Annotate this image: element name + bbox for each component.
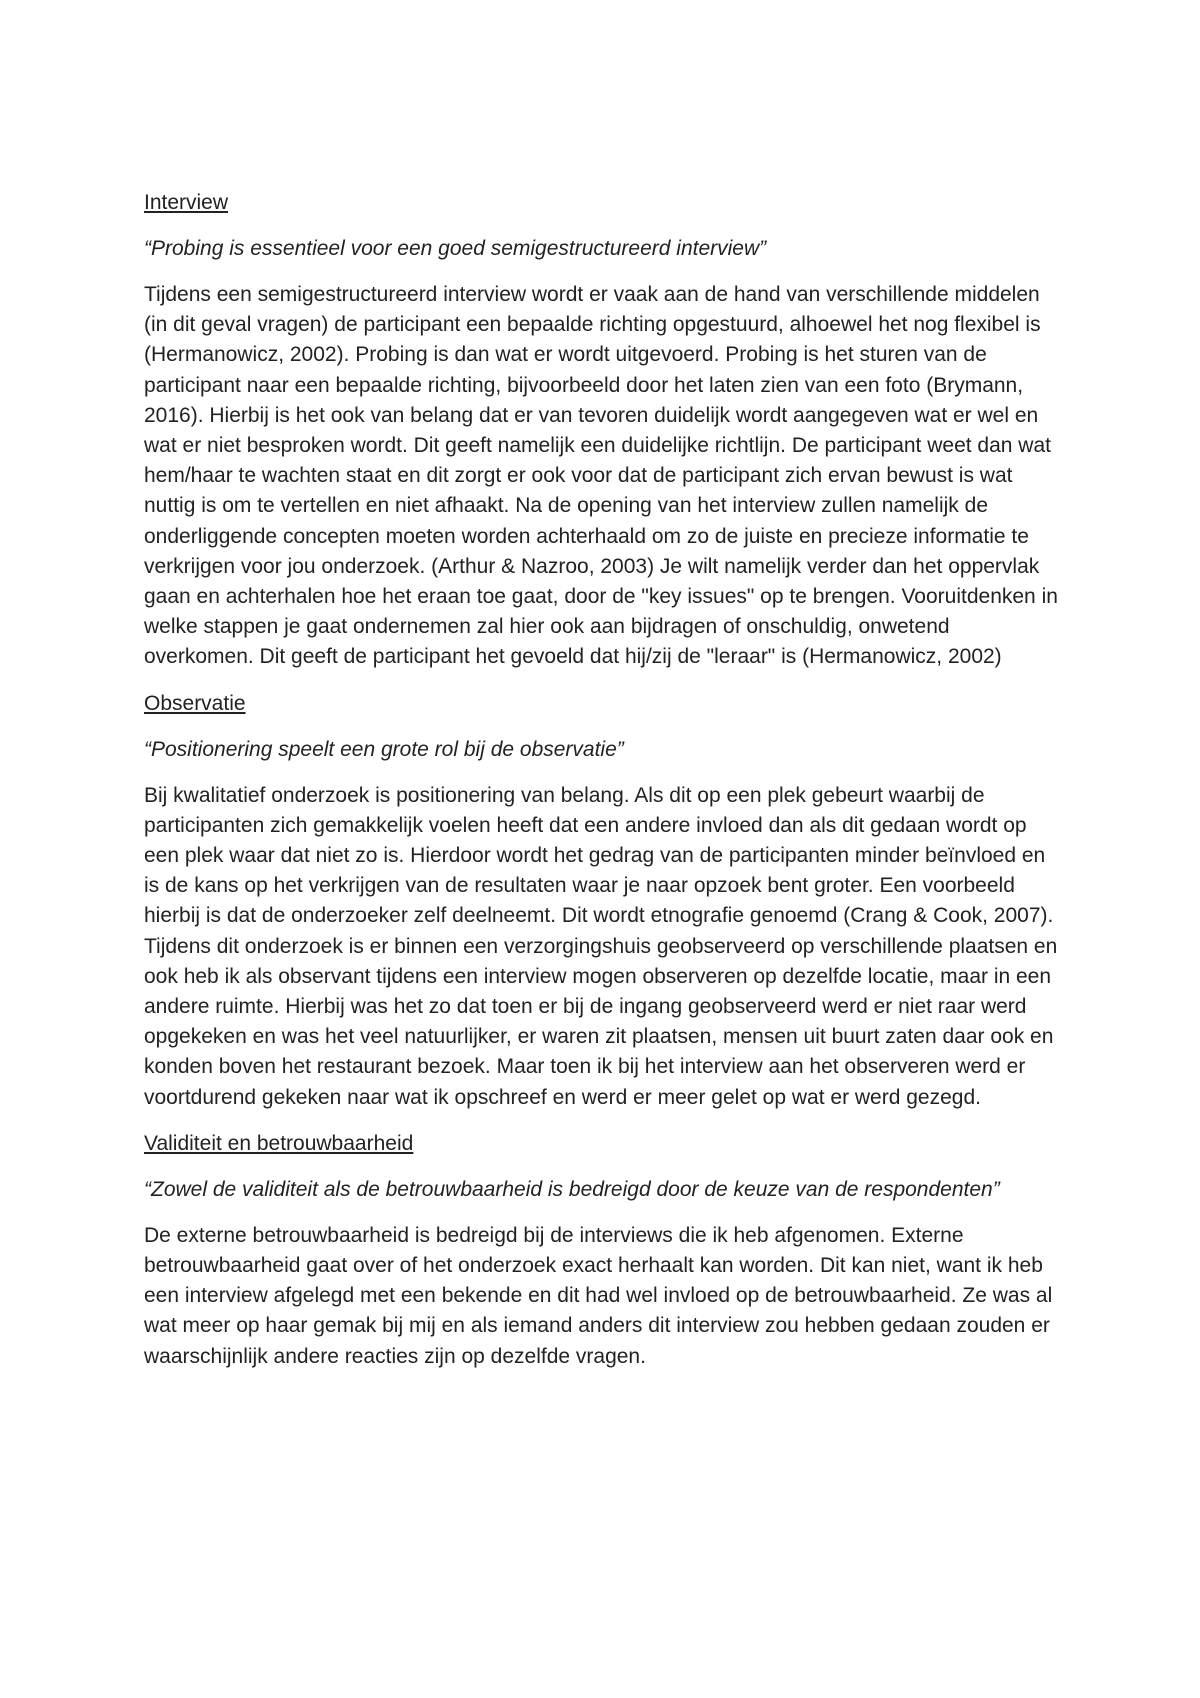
section-quote-validiteit: “Zowel de validiteit als de betrouwbaarheid is bedreigd door de keuze van de respondenten” [144,1177,1000,1201]
section-body-validiteit: De externe betrouwbaarheid is bedreigd bij de interviews die ik heb afgenomen. Externe betrouwbaarheid gaat over of het onderzoek exact herhaalt kan worden. Dit kan niet, want ik heb een interview afgelegd met een bekende en dit had wel invloed op de betrouwbaarheid. Ze was al wat meer op haar gemak bij mij en als iemand anders dit interview zou hebben gedaan zouden er waarschijnlijk andere reacties zijn op dezelfde vragen. [144,1223,1053,1368]
section-heading-interview: Interview [144,191,229,214]
section-body-observatie: Bij kwalitatief onderzoek is positionering van belang. Als dit op een plek gebeurt waarbij de participanten zich gemakkelijk voelen heeft dat een andere invloed dan als dit gedaan wordt op een plek waar dat niet zo is. Hierdoor wordt het gedrag van de participanten minder beïnvloed en is de kans op het verkrijgen van de resultaten waar je naar opzoek bent groter. Een voorbeeld hierbij is dat de onderzoeker zelf deelneemt. Dit wordt etnografie genoemd (Crang & Cook, 2007). Tijdens dit onderzoek is er binnen een verzorgingshuis geobserveerd op verschillende plaatsen en ook heb ik als observant tijdens een interview mogen observeren op dezelfde locatie, maar in een andere ruimte. Hierbij was het zo dat toen er bij de ingang geobserveerd werd er niet raar werd opgekeken en was het veel natuurlijker, er waren zit plaatsen, mensen uit buurt zaten daar ook en konden boven het restaurant bezoek. Maar toen ik bij het interview aan het observeren werd er voortdurend gekeken naar wat ik opschreef en werd er meer gelet op wat er werd gezegd. [144,783,1058,1109]
section-body-interview: Tijdens een semigestructureerd interview wordt er vaak aan de hand van verschillende middelen (in dit geval vragen) de participant een bepaalde richting opgestuurd, alhoewel het nog flexibel is (Hermanowicz, 2002). Probing is dan wat er wordt uitgevoerd. Probing is het sturen van de participant naar een bepaalde richting, bijvoorbeeld door het laten zien van een foto (Brymann, 2016). Hierbij is het ook van belang dat er van tevoren duidelijk wordt aangegeven wat er wel en wat er niet besproken wordt. Dit geeft namelijk een duidelijke richtlijn. De participant weet dan wat hem/haar te wachten staat en dit zorgt er ook voor dat de participant zich ervan bewust is wat nuttig is om te vertellen en niet afhaakt. Na de opening van het interview zullen namelijk de onderliggende concepten moeten worden achterhaald om zo de juiste en precieze informatie te verkrijgen voor jou onderzoek. (Arthur & Nazroo, 2003) Je wilt namelijk verder dan het oppervlak gaan en achterhalen hoe het eraan toe gaat, door de "key issues" op te brengen. Vooruitdenken in welke stappen je gaat ondernemen zal hier ook aan bijdragen of onschuldig, onwetend overkomen. Dit geeft de participant het gevoeld dat hij/zij de "leraar" is (Hermanowicz, 2002) [144,283,1058,669]
section-heading-observatie: Observatie [144,691,246,715]
section-quote-observatie: “Positionering speelt een grote rol bij de observatie” [144,737,624,761]
document-content [144,188,1064,1388]
section-heading-validiteit: Validiteit en betrouwbaarheid [144,1131,414,1155]
section-quote-interview: “Probing is essentieel voor een goed semigestructureerd interview” [144,237,767,260]
